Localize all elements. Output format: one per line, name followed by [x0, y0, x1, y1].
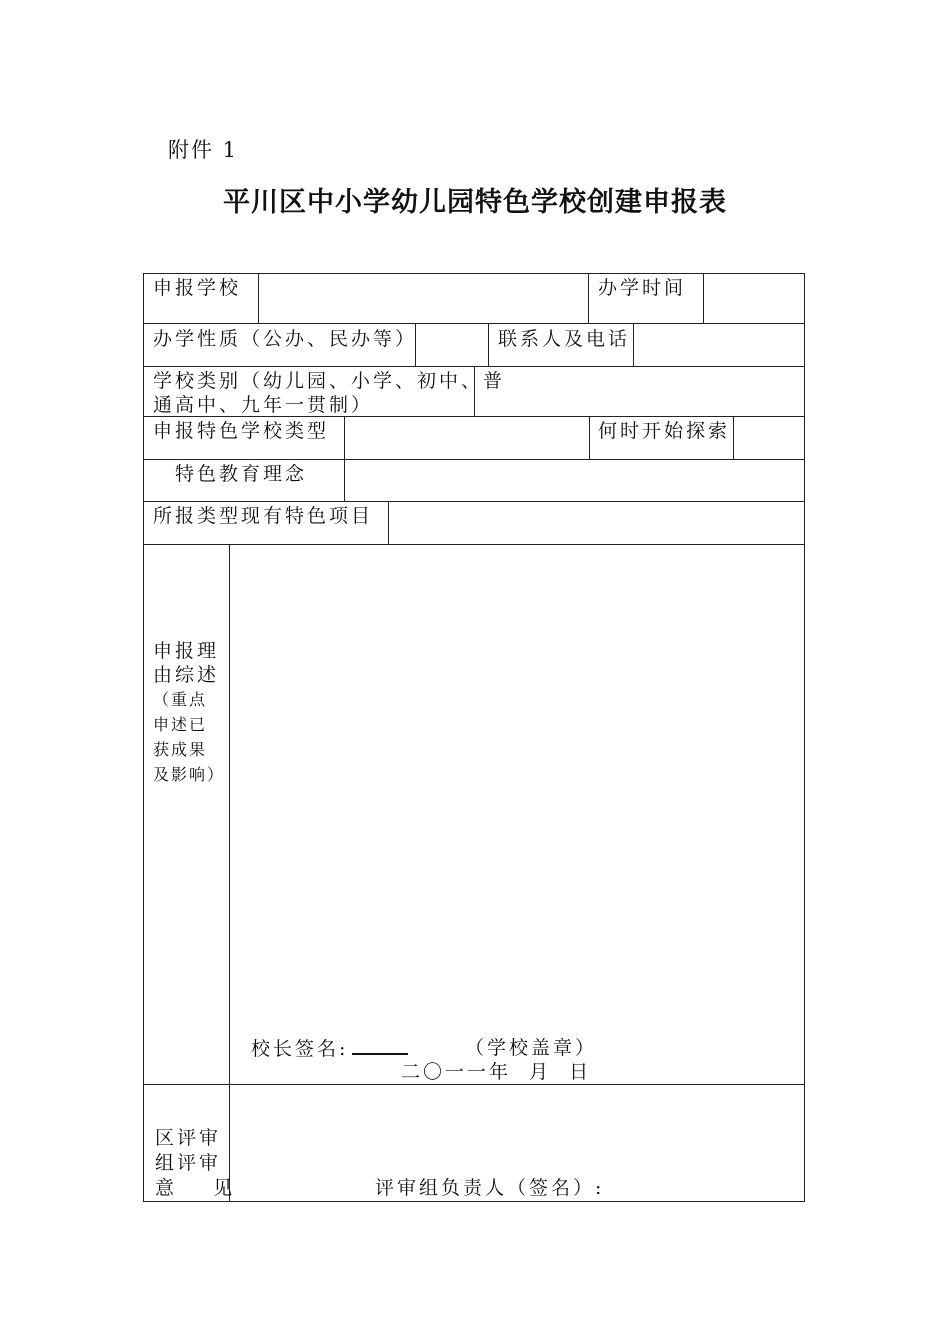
feature-projects-label: 所报类型现有特色项目 [153, 505, 374, 527]
reason-note-line4: 及影响） [153, 765, 226, 784]
school-category-label-line1: 学校类别（幼儿园、小学、初中、普 [153, 370, 506, 392]
explore-start-label: 何时开始探索 [598, 420, 731, 442]
cell-divider [589, 416, 590, 459]
principal-signature-row [251, 1036, 416, 1061]
reason-label-line2: 由综述 [153, 664, 220, 686]
signature-date: 二〇一一年 月 日 [401, 1061, 592, 1083]
reason-label-line1: 申报理 [153, 640, 220, 662]
page-title: 平川区中小学幼儿园特色学校创建申报表 [223, 187, 727, 218]
review-label-line3: 意 见 [155, 1177, 236, 1199]
review-label-line2: 组评审 [155, 1152, 222, 1174]
reason-note-line2: 申述已 [153, 715, 208, 734]
review-leader-signature-label: 评审组负责人（签名）: [375, 1177, 605, 1199]
review-opinion-field[interactable] [230, 1085, 803, 1170]
review-label-line1: 区评审 [155, 1127, 222, 1149]
application-form [143, 273, 805, 1202]
contact-label: 联系人及电话 [498, 328, 631, 350]
table-border-right [804, 273, 805, 1202]
feature-type-label: 申报特色学校类型 [153, 420, 330, 442]
school-category-field[interactable] [478, 367, 803, 415]
run-time-field[interactable] [704, 274, 803, 322]
table-border-left [143, 273, 144, 1202]
school-seal-label: （学校盖章） [465, 1037, 598, 1059]
school-nature-label: 办学性质（公办、民办等） [153, 328, 418, 350]
school-field[interactable] [259, 274, 587, 322]
reason-text-area[interactable] [230, 545, 803, 1025]
school-category-label-line2: 通高中、九年一贯制） [153, 394, 374, 416]
principal-signature-field[interactable] [352, 1036, 408, 1055]
attachment-label: 附件 1 [168, 138, 239, 162]
table-border-bottom [143, 1201, 805, 1202]
cell-divider [488, 323, 489, 366]
reason-note-line3: 获成果 [153, 740, 208, 759]
feature-type-field[interactable] [345, 417, 588, 458]
school-label: 申报学校 [153, 277, 242, 299]
run-time-label: 办学时间 [598, 277, 687, 299]
feature-projects-field[interactable] [389, 502, 803, 543]
school-nature-field[interactable] [416, 324, 487, 365]
cell-divider [588, 273, 589, 323]
education-philosophy-field[interactable] [345, 460, 803, 500]
principal-signature-label: 校长签名: [251, 1038, 349, 1060]
reason-note-line1: （重点 [153, 690, 208, 709]
contact-field[interactable] [634, 324, 803, 365]
education-philosophy-label: 特色教育理念 [175, 463, 308, 485]
explore-start-field[interactable] [734, 417, 803, 458]
